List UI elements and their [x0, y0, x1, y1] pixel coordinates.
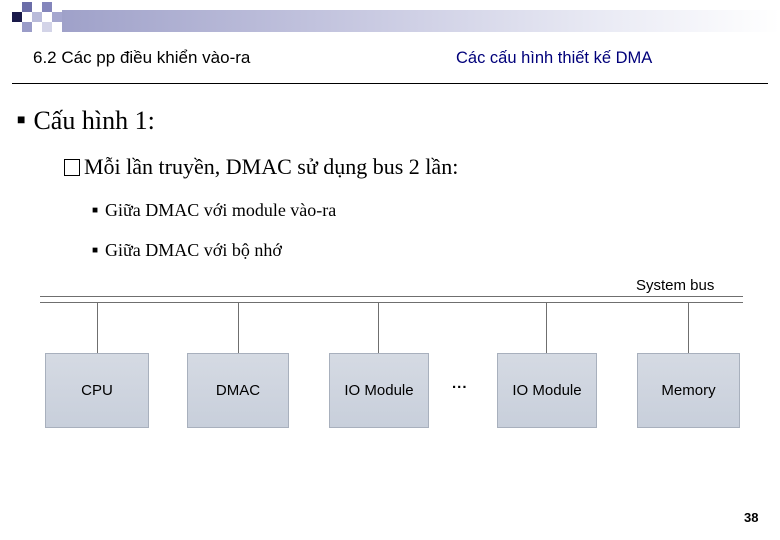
deco-square — [42, 22, 52, 32]
bus-connector — [238, 303, 239, 353]
ellipsis: ... — [452, 375, 468, 392]
bullet-text: Giữa DMAC với bộ nhớ — [105, 240, 282, 260]
square-bullet-icon: ■ — [92, 245, 99, 256]
bus-line-bottom — [40, 302, 743, 303]
module-box-memory: Memory — [637, 353, 740, 428]
module-box-cpu: CPU — [45, 353, 149, 428]
bullet-level-2 — [64, 154, 458, 180]
title-decoration — [0, 0, 780, 40]
section-title: 6.2 Các pp điều khiển vào-ra — [33, 48, 251, 67]
bus-connector — [378, 303, 379, 353]
topic-title: Các cấu hình thiết kế DMA — [456, 49, 653, 67]
bullet-text: Giữa DMAC với module vào-ra — [105, 200, 337, 220]
deco-square — [12, 12, 22, 22]
system-bus-diagram — [40, 268, 743, 438]
module-box-io-2: IO Module — [497, 353, 597, 428]
bullet-level-3 — [92, 240, 282, 261]
bullet-text: Cấu hình 1: — [33, 106, 155, 135]
bus-connector — [97, 303, 98, 353]
square-bullet-icon: ■ — [92, 205, 99, 216]
square-bullet-icon: ■ — [17, 113, 26, 128]
bus-line-top — [40, 296, 743, 297]
deco-square — [52, 12, 62, 22]
deco-square — [32, 12, 42, 22]
bullet-level-1 — [17, 106, 155, 136]
bus-connector — [546, 303, 547, 353]
module-box-io-1: IO Module — [329, 353, 429, 428]
deco-square — [42, 2, 52, 12]
hollow-square-bullet-icon — [64, 159, 80, 176]
bullet-level-3 — [92, 200, 336, 221]
title-gradient-bar — [62, 10, 780, 32]
bullet-text: Mỗi lần truyền, DMAC sử dụng bus 2 lần: — [84, 154, 459, 179]
deco-square — [22, 2, 32, 12]
bus-connector — [688, 303, 689, 353]
page-number: 38 — [744, 510, 759, 525]
header-divider — [12, 83, 768, 84]
bus-label: System bus — [636, 277, 715, 294]
module-box-dmac: DMAC — [187, 353, 289, 428]
deco-square — [22, 22, 32, 32]
